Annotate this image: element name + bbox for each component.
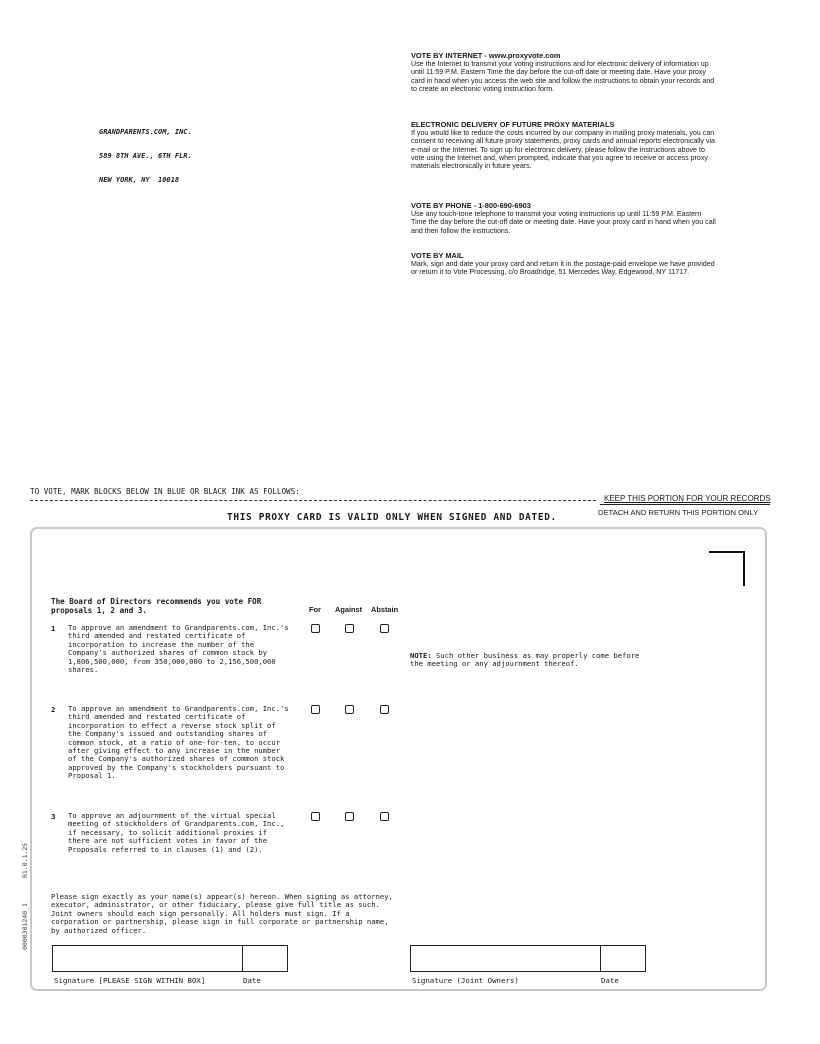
valid-notice: THIS PROXY CARD IS VALID ONLY WHEN SIGNED AND DATED.: [227, 512, 557, 523]
note-label: NOTE:: [410, 651, 432, 660]
mark-instruction: TO VOTE, MARK BLOCKS BELOW IN BLUE OR BLACK INK AS FOLLOWS:: [30, 487, 300, 496]
vote-mail-section: [411, 252, 716, 277]
column-header-abstain: Abstain: [371, 605, 399, 614]
board-recommendation: The Board of Directors recommends you vote FOR proposals 1, 2 and 3.: [51, 597, 262, 615]
proposal-3-number: 3: [51, 812, 56, 821]
proposal-3-for-checkbox[interactable]: [311, 812, 320, 821]
electronic-delivery-section: [411, 121, 716, 170]
electronic-delivery-body: If you would like to reduce the costs incurred by our company in mailing proxy materials, you can consent to receiving all future proxy statements, proxy cards and annual reports electronically via e-mail or the Internet. To sign up for electronic delivery, please follow the instructions above to vote using the Internet and, when prompted, indicate that you agree to receive or access proxy materials electronically in future years.: [411, 129, 716, 171]
proposal-3-abstain-checkbox[interactable]: [380, 812, 389, 821]
proposal-2-text: To approve an amendment to Grandparents.com, Inc.'s third amended and restated certificate of incorporation to effect a reverse stock split of the Company's issued and outstanding shares of common stock, at a ratio of one-for-ten, to occur after giving effect to any increase in the number of the Company's authorized shares of common stock approved by the Company's stockholders pursuant to Proposal 1.: [68, 704, 289, 781]
side-code-2: R1.0.1.25: [21, 842, 29, 878]
sign-instruction: Please sign exactly as your name(s) appear(s) hereon. When signing as attorney, executor, administrator, or other fiduciary, please give full title as such. Joint owners should each sign personally. All holders must sign. If a corporation or partnership, please sign in full corporate or partnership name, by authorized officer.: [51, 892, 393, 935]
proposal-3-against-checkbox[interactable]: [345, 812, 354, 821]
return-address-line3: NEW YORK, NY 10018: [99, 176, 180, 184]
joint-signature-box[interactable]: [410, 945, 601, 972]
detach-dashed-line: [30, 500, 596, 501]
keep-portion-rule: [600, 504, 770, 505]
proposal-1-number: 1: [51, 624, 56, 633]
vote-phone-section: [411, 202, 716, 235]
vote-mail-body: Mark, sign and date your proxy card and return it in the postage-paid envelope we have provided or return it to Vote Processing, c/o Broadridge, 51 Mercedes Way, Edgewood, NY 11717.: [411, 260, 715, 277]
proposal-2-number: 2: [51, 705, 56, 714]
vote-phone-body: Use any touch-tone telephone to transmit your voting instructions up until 11:59 P.M. Eastern Time the day before the cut-off date or meeting date. Have your proxy card in hand when you call and then follow the instructions.: [411, 210, 716, 235]
vote-internet-heading: VOTE BY INTERNET - www.proxyvote.com: [411, 51, 561, 60]
proposal-1-for-checkbox[interactable]: [311, 624, 320, 633]
return-address-line1: GRANDPARENTS.COM, INC.: [99, 128, 192, 136]
proposal-1-against-checkbox[interactable]: [345, 624, 354, 633]
proposal-1-text: To approve an amendment to Grandparents.com, Inc.'s third amended and restated certificate of incorporation to increase the number of the Company's authorized shares of common stock by 1,806,500,000, from 350,000,000 to 2,156,500,000 shares.: [68, 623, 289, 675]
side-code-1: 0000301240_1: [21, 903, 29, 950]
joint-signature-label: Signature (Joint Owners): [412, 976, 519, 985]
vote-mail-heading: VOTE BY MAIL: [411, 251, 464, 260]
proposal-2-abstain-checkbox[interactable]: [380, 705, 389, 714]
proposal-3-text: To approve an adjournment of the virtual special meeting of stockholders of Grandparents.com, Inc., if necessary, to solicit additional proxies if there are not sufficient votes in favor of the Proposals referred to in clauses (1) and (2).: [68, 811, 285, 854]
column-header-for: For: [309, 605, 321, 614]
keep-portion-label: KEEP THIS PORTION FOR YOUR RECORDS: [604, 494, 771, 503]
electronic-delivery-heading: ELECTRONIC DELIVERY OF FUTURE PROXY MATERIALS: [411, 120, 615, 129]
vote-internet-section: [411, 52, 716, 93]
date-box[interactable]: [242, 945, 288, 972]
joint-date-box[interactable]: [600, 945, 646, 972]
signature-box[interactable]: [52, 945, 243, 972]
return-address: [99, 112, 192, 192]
date-label: Date: [243, 976, 261, 985]
proposal-1-abstain-checkbox[interactable]: [380, 624, 389, 633]
column-header-against: Against: [335, 605, 363, 614]
vote-internet-body: Use the Internet to transmit your voting instructions and for electronic delivery of information up until 11:59 P.M. Eastern Time the day before the cut-off date or meeting date. Have your proxy card in hand when you access the web site and follow the instructions to obtain your records and to create an electronic voting instruction form.: [411, 60, 715, 93]
other-business-note: [410, 652, 640, 669]
detach-portion-label: DETACH AND RETURN THIS PORTION ONLY: [598, 508, 759, 517]
proposal-2-against-checkbox[interactable]: [345, 705, 354, 714]
proposal-2-for-checkbox[interactable]: [311, 705, 320, 714]
joint-date-label: Date: [601, 976, 619, 985]
note-text: Such other business as may properly come before the meeting or any adjournment thereof.: [410, 651, 640, 669]
signature-label: Signature [PLEASE SIGN WITHIN BOX]: [54, 976, 206, 985]
corner-mark: [709, 551, 745, 586]
return-address-line2: 589 8TH AVE., 6TH FLR.: [99, 152, 192, 160]
vote-phone-heading: VOTE BY PHONE - 1-800-690-6903: [411, 201, 531, 210]
